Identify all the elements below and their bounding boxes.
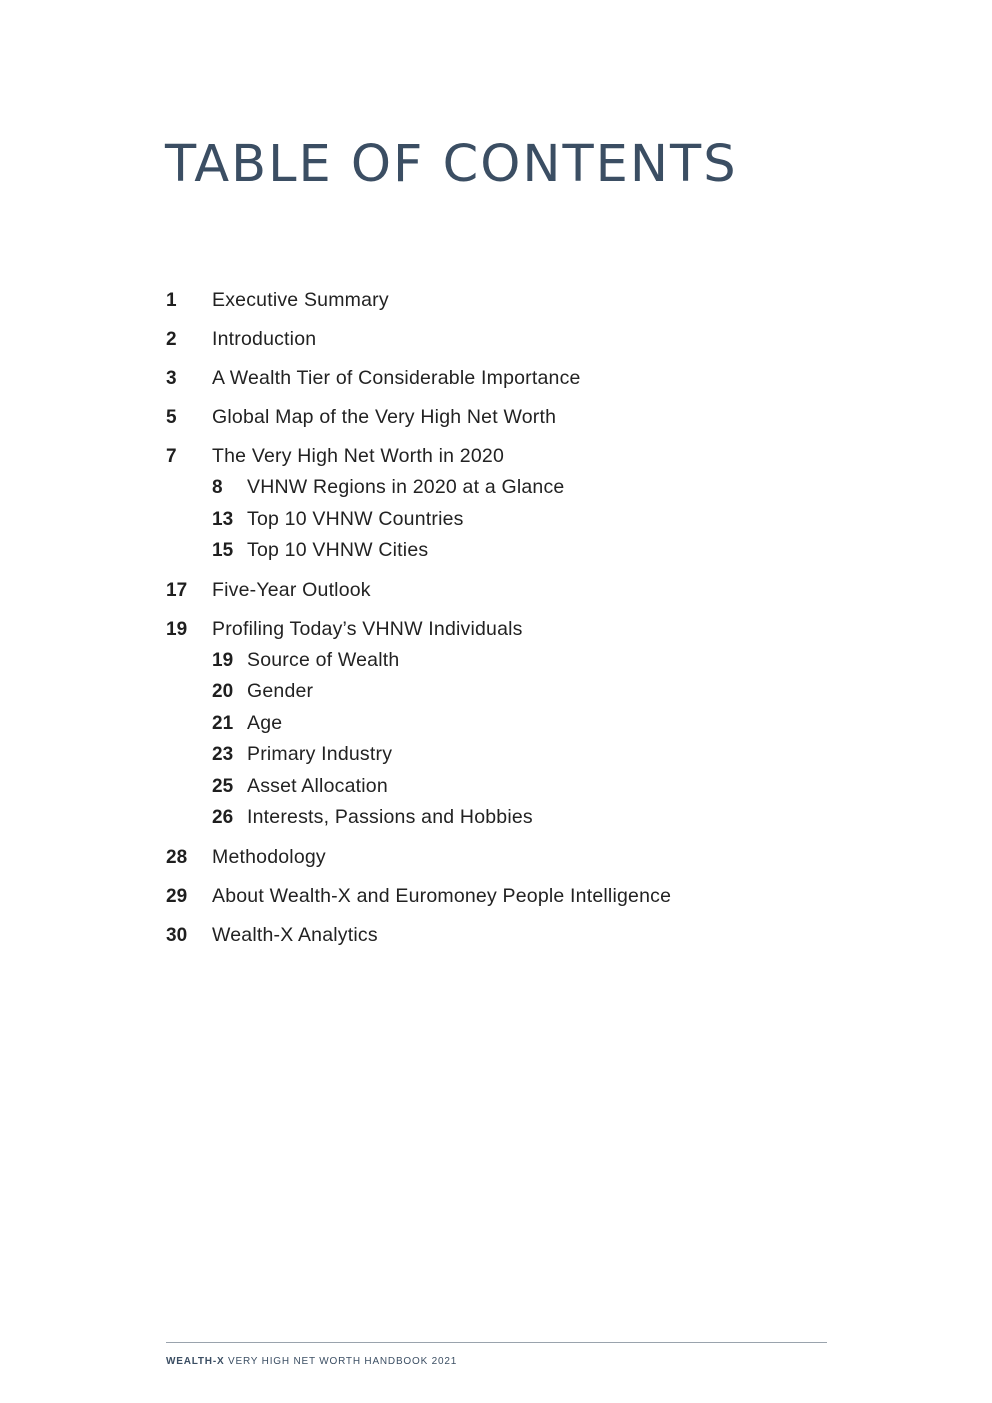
toc-entry-label: Global Map of the Very High Net Worth xyxy=(212,406,557,428)
toc-page-number: 17 xyxy=(166,579,188,601)
toc-page-number: 15 xyxy=(212,540,234,561)
toc-page-number: 7 xyxy=(166,446,177,467)
footer-brand: WEALTH-X xyxy=(166,1356,225,1367)
toc-subsection-list xyxy=(166,472,826,567)
toc-entry[interactable] xyxy=(166,842,826,873)
toc-page-number: 23 xyxy=(212,744,234,765)
toc-page-number: 26 xyxy=(212,807,234,828)
toc-page-number: 13 xyxy=(212,508,234,530)
toc-subentry[interactable] xyxy=(166,802,826,834)
toc-subentry[interactable] xyxy=(166,645,826,677)
toc-page-number: 29 xyxy=(166,885,188,907)
toc-entry[interactable] xyxy=(166,363,826,394)
table-of-contents xyxy=(166,285,826,959)
toc-subentry-label: Primary Industry xyxy=(247,743,393,765)
toc-subentry[interactable] xyxy=(166,676,826,708)
toc-page-number: 8 xyxy=(212,477,223,498)
toc-subentry-label: Top 10 VHNW Countries xyxy=(247,507,464,530)
page-footer xyxy=(166,1356,457,1367)
toc-page-number: 5 xyxy=(166,407,177,428)
toc-subentry[interactable] xyxy=(166,771,826,803)
toc-page-number: 1 xyxy=(166,290,177,311)
toc-subentry[interactable] xyxy=(166,708,826,740)
toc-entry[interactable] xyxy=(166,575,826,606)
toc-entry[interactable] xyxy=(166,324,826,355)
toc-page-number: 20 xyxy=(212,681,234,702)
toc-page-number: 30 xyxy=(166,924,188,946)
toc-subentry[interactable] xyxy=(166,535,826,567)
page-title: TABLE OF CONTENTS xyxy=(165,135,738,194)
toc-subentry-label: Gender xyxy=(247,680,314,702)
toc-entry[interactable] xyxy=(166,881,826,912)
toc-entry-label: Executive Summary xyxy=(212,289,389,311)
toc-subsection-list xyxy=(166,645,826,834)
toc-entry-label: The Very High Net Worth in 2020 xyxy=(212,445,504,467)
toc-entry-label: Introduction xyxy=(212,328,317,350)
toc-page-number: 2 xyxy=(166,329,177,350)
footer-publication-title: VERY HIGH NET WORTH HANDBOOK 2021 xyxy=(228,1356,458,1367)
toc-subentry-label: Asset Allocation xyxy=(247,774,388,797)
toc-subentry-label: Source of Wealth xyxy=(247,648,400,671)
toc-subentry[interactable] xyxy=(166,472,826,504)
toc-entry[interactable] xyxy=(166,441,826,472)
toc-page-number: 19 xyxy=(212,649,234,671)
toc-entry-label: Methodology xyxy=(212,845,326,868)
toc-entry[interactable] xyxy=(166,285,826,316)
toc-entry[interactable] xyxy=(166,402,826,433)
toc-page-number: 25 xyxy=(212,775,234,797)
toc-subentry-label: VHNW Regions in 2020 at a Glance xyxy=(247,476,565,498)
toc-entry-label: About Wealth-X and Euromoney People Intelligence xyxy=(212,884,672,907)
toc-subentry-label: Interests, Passions and Hobbies xyxy=(247,806,533,828)
toc-entry-label: Wealth-X Analytics xyxy=(212,923,378,946)
toc-page-number: 21 xyxy=(212,712,234,734)
toc-subentry-label: Top 10 VHNW Cities xyxy=(247,539,429,561)
toc-subentry[interactable] xyxy=(166,504,826,536)
footer-divider xyxy=(166,1342,827,1343)
toc-entry-label: Five-Year Outlook xyxy=(212,578,371,601)
toc-entry[interactable] xyxy=(166,920,826,951)
toc-entry-label: A Wealth Tier of Considerable Importance xyxy=(212,367,581,389)
toc-entry[interactable] xyxy=(166,614,826,645)
toc-page-number: 19 xyxy=(166,618,188,640)
toc-page-number: 3 xyxy=(166,368,177,389)
toc-page-number: 28 xyxy=(166,846,188,868)
toc-subentry[interactable] xyxy=(166,739,826,771)
toc-subentry-label: Age xyxy=(247,711,283,734)
toc-entry-label: Profiling Today’s VHNW Individuals xyxy=(212,617,523,640)
